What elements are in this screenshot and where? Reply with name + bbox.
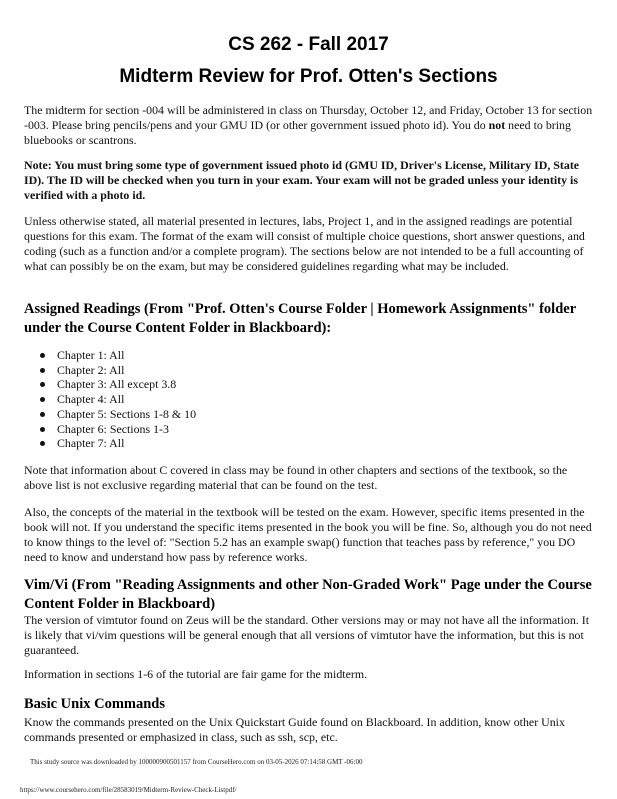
list-item: Chapter 1: All	[38, 348, 196, 363]
intro-text-a: The midterm for section -004 will be administered in class on Thursday, October 12, and Friday, October 13 for section -003. Please bring pencils/pens and your GMU ID (or other government issued photo id). You do	[24, 103, 593, 132]
list-item: Chapter 4: All	[38, 392, 196, 407]
download-notice: This study source was downloaded by 100000900501157 from CourseHero.com on 03-05-2026 07:14:58 GMT -06:00	[30, 758, 363, 766]
list-item: Chapter 5: Sections 1-8 & 10	[38, 407, 196, 422]
unix-heading: Basic Unix Commands	[24, 696, 165, 712]
vim-paragraph-1: The version of vimtutor found on Zeus will be the standard. Other versions may or may not have all the information. It is likely that vi/vim questions will be general enough that all versions of vimtutor have the information, but this is not guaranteed.	[24, 613, 590, 657]
intro-not-emphasis: not	[488, 118, 506, 132]
unix-paragraph: Know the commands presented on the Unix Quickstart Guide found on Blackboard. In addition, know other Unix commands presented or emphasized in class, such as ssh, scp, etc.	[24, 715, 565, 744]
list-item: Chapter 7: All	[38, 436, 196, 451]
intro-text-b: need to bring bluebooks or scantrons.	[24, 118, 571, 147]
exam-scope-paragraph: Unless otherwise stated, all material presented in lectures, labs, Project 1, and in the assigned readings are potential questions for this exam. The format of the exam will consist of multiple choice questions, short answer questions, and coding (such as a function and/or a complete program). The sections below are not intended to be a full accounting of what can possibly be on the exam, but may be considered guidelines regarding what may be included.	[24, 214, 585, 273]
list-item: Chapter 6: Sections 1-3	[38, 422, 196, 437]
vim-heading: Vim/Vi (From "Reading Assignments and other Non-Graded Work" Page under the Course Content Folder in Blackboard)	[24, 577, 592, 612]
list-item: Chapter 3: All except 3.8	[38, 377, 196, 392]
photo-id-note: Note: You must bring some type of government issued photo id (GMU ID, Driver's License, Military ID, State ID). The ID will be checked when you turn in your exam. Your exam will not be graded unless your identity is verified with a photo id.	[24, 158, 580, 202]
readings-note-1: Note that information about C covered in class may be found in other chapters and sections of the textbook, so the above list is not exclusive regarding material that can be found on the test.	[24, 463, 568, 492]
readings-list	[38, 348, 196, 451]
page-subtitle: Midterm Review for Prof. Otten's Sections	[119, 66, 498, 87]
source-url[interactable]: https://www.coursehero.com/file/28583019/Midterm-Review-Check-Listpdf/	[20, 786, 237, 794]
readings-heading: Assigned Readings (From "Prof. Otten's Course Folder | Homework Assignments" folder under the Course Content Folder in Blackboard):	[24, 301, 576, 336]
readings-note-2: Also, the concepts of the material in the textbook will be tested on the exam. However, specific items presented in the book will not. If you understand the specific items presented in the book you will be fine. So, although you do not need to know things to the level of: "Section 5.2 has an example swap() function that teaches pass by reference," you DO need to know and understand how pass by reference works.	[24, 505, 592, 564]
page-title: CS 262 - Fall 2017	[228, 34, 389, 55]
intro-paragraph	[24, 103, 596, 148]
vim-paragraph-2: Information in sections 1-6 of the tutorial are fair game for the midterm.	[24, 667, 368, 681]
list-item: Chapter 2: All	[38, 363, 196, 378]
